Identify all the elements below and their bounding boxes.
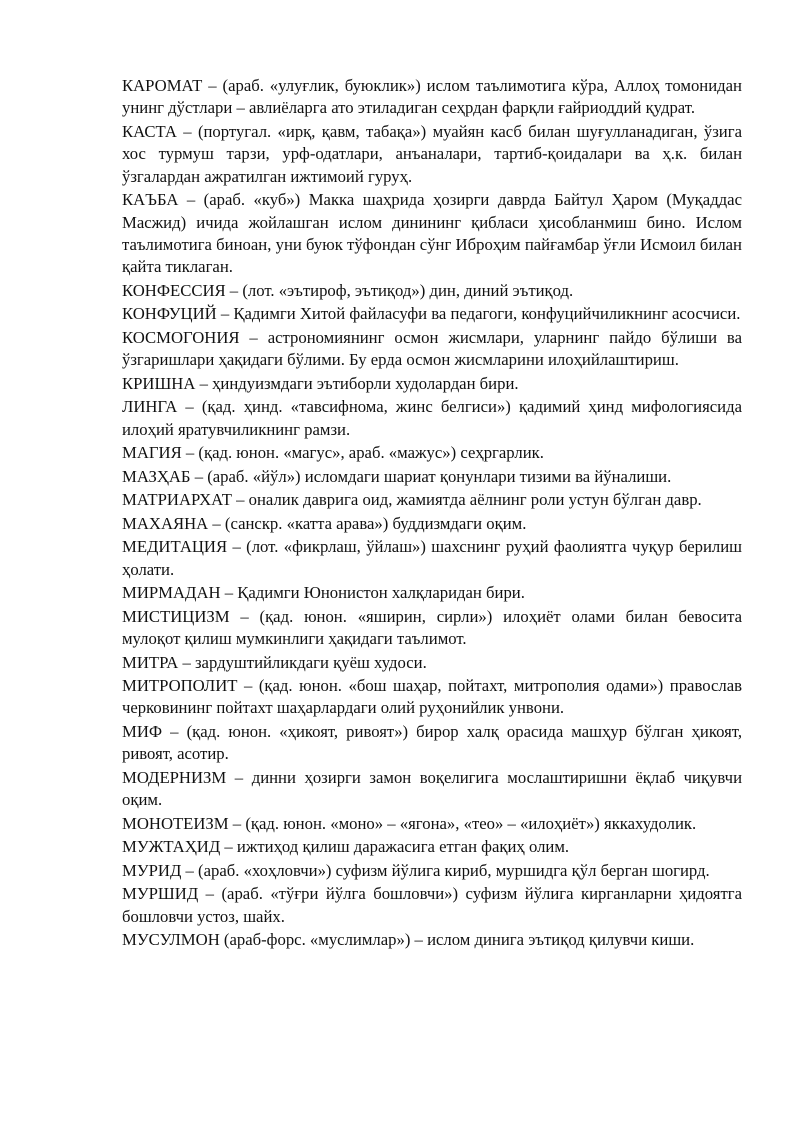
glossary-page	[122, 75, 742, 953]
glossary-entry-linga: ЛИНГА – (қад. ҳинд. «тавсифнома, жинс белгиси») қадимий ҳинд мифологиясида илоҳий яратувчиликнинг рамзи.	[122, 397, 742, 439]
glossary-entry-mitra: МИТРА – зардуштийликдаги қуёш худоси.	[122, 652, 427, 672]
glossary-entry-musulmon: МУСУЛМОН (араб-форс. «муслимлар») – ислом динига эътиқод қилувчи киши.	[122, 930, 695, 950]
glossary-entry-monoteizm: МОНОТЕИЗМ – (қад. юнон. «моно» – «ягона», «тео» – «илоҳиёт») яккахудолик.	[122, 813, 697, 833]
glossary-entry-mitropolit: МИТРОПОЛИТ – (қад. юнон. «бош шаҳар, пойтахт, митрополия одами») православ черковининг пойтахт шаҳарлардаги олий руҳонийлик унвони.	[122, 676, 742, 718]
glossary-entry-murshid: МУРШИД – (араб. «тўғри йўлга бошловчи») суфизм йўлига кирганларни ҳидоятга бошловчи устоз, шайх.	[122, 884, 742, 926]
glossary-entry-mujtahid: МУЖТАҲИД – ижтиҳод қилиш даражасига етган фақиҳ олим.	[122, 837, 570, 857]
glossary-entry-mazhab: МАЗҲАБ – (араб. «йўл») исломдаги шариат қонунлари тизими ва йўналиши.	[122, 466, 672, 486]
glossary-entry-murid: МУРИД – (араб. «хоҳловчи») суфизм йўлига кириб, муршидга қўл берган шогирд.	[122, 860, 710, 880]
glossary-entry-mirmadan: МИРМАДАН – Қадимги Юнонистон халқларидан бири.	[122, 583, 525, 603]
glossary-entry-konfessiya: КОНФЕССИЯ – (лот. «эътироф, эътиқод») дин, диний эътиқод.	[122, 280, 574, 300]
glossary-entry-meditatsiya: МЕДИТАЦИЯ – (лот. «фикрлаш, ўйлаш») шахснинг руҳий фаолиятга чуқур берилиш ҳолати.	[122, 537, 742, 579]
glossary-entry-konfutsiy: КОНФУЦИЙ – Қадимги Хитой файласуфи ва педагоги, конфуцийчиликнинг асосчиси.	[122, 304, 741, 324]
glossary-entry-matriarxat: МАТРИАРХАТ – оналик даврига оид, жамиятда аёлнинг роли устун бўлган давр.	[122, 490, 702, 510]
glossary-entry-kasta: КАСТА – (португал. «ирқ, қавм, табақа») муайян касб билан шуғулланадиган, ўзига хос турмуш тарзи, урф-одатлари, анъаналари, тартиб-қоидалари ва ҳ.к. билан ўзгалардан ажратилган ижтимоий гуруҳ.	[122, 121, 742, 186]
glossary-entry-mistitsizm: МИСТИЦИЗМ – (қад. юнон. «яширин, сирли») илоҳиёт олами билан бевосита мулоқот қилиш мумкинлиги ҳақидаги таълимот.	[122, 606, 742, 649]
glossary-entry-krishna: КРИШНА – ҳиндуизмдаги эътиборли худолардан бири.	[122, 373, 519, 393]
glossary-entry-mif: МИФ – (қад. юнон. «ҳикоят, ривоят») бирор халқ орасида машҳур бўлган ҳикоят, ривоят, асотир.	[122, 721, 742, 764]
glossary-entry-kosmogoniya: КОСМОГОНИЯ – астрономиянинг осмон жисмлари, уларнинг пайдо бўлиши ва ўзгаришлари ҳақидаги бўлими. Бу ерда осмон жисмларини илоҳийлаштириш.	[122, 327, 742, 370]
glossary-entry-maxayana: МАХАЯНА – (санскр. «катта арава») буддизмдаги оқим.	[122, 513, 527, 533]
glossary-entry-kaaba: КАЪБА – (араб. «куб») Макка шаҳрида ҳозирги даврда Байтул Ҳаром (Муқаддас Масжид) ичида жойлашган ислом динининг қибласи ҳисобланмиш бино. Ислом таълимотига биноан, уни буюк тўфондан сўнг Иброҳим пайғамбар ўғли Исмоил билан қайта тиклаган.	[122, 190, 742, 277]
glossary-entry-karomat: КАРОМАТ – (араб. «улуғлик, буюклик») ислом таълимотига кўра, Аллоҳ томонидан унинг дўстлари – авлиёларга ато этиладиган сеҳрдан фарқли ғайриоддий қудрат.	[122, 76, 742, 118]
glossary-entry-modernizm: МОДЕРНИЗМ – динни ҳозирги замон воқелигига мослаштиришни ёқлаб чиқувчи оқим.	[122, 767, 742, 810]
glossary-entry-magiya: МАГИЯ – (қад. юнон. «магус», араб. «мажус») сеҳргарлик.	[122, 443, 544, 463]
